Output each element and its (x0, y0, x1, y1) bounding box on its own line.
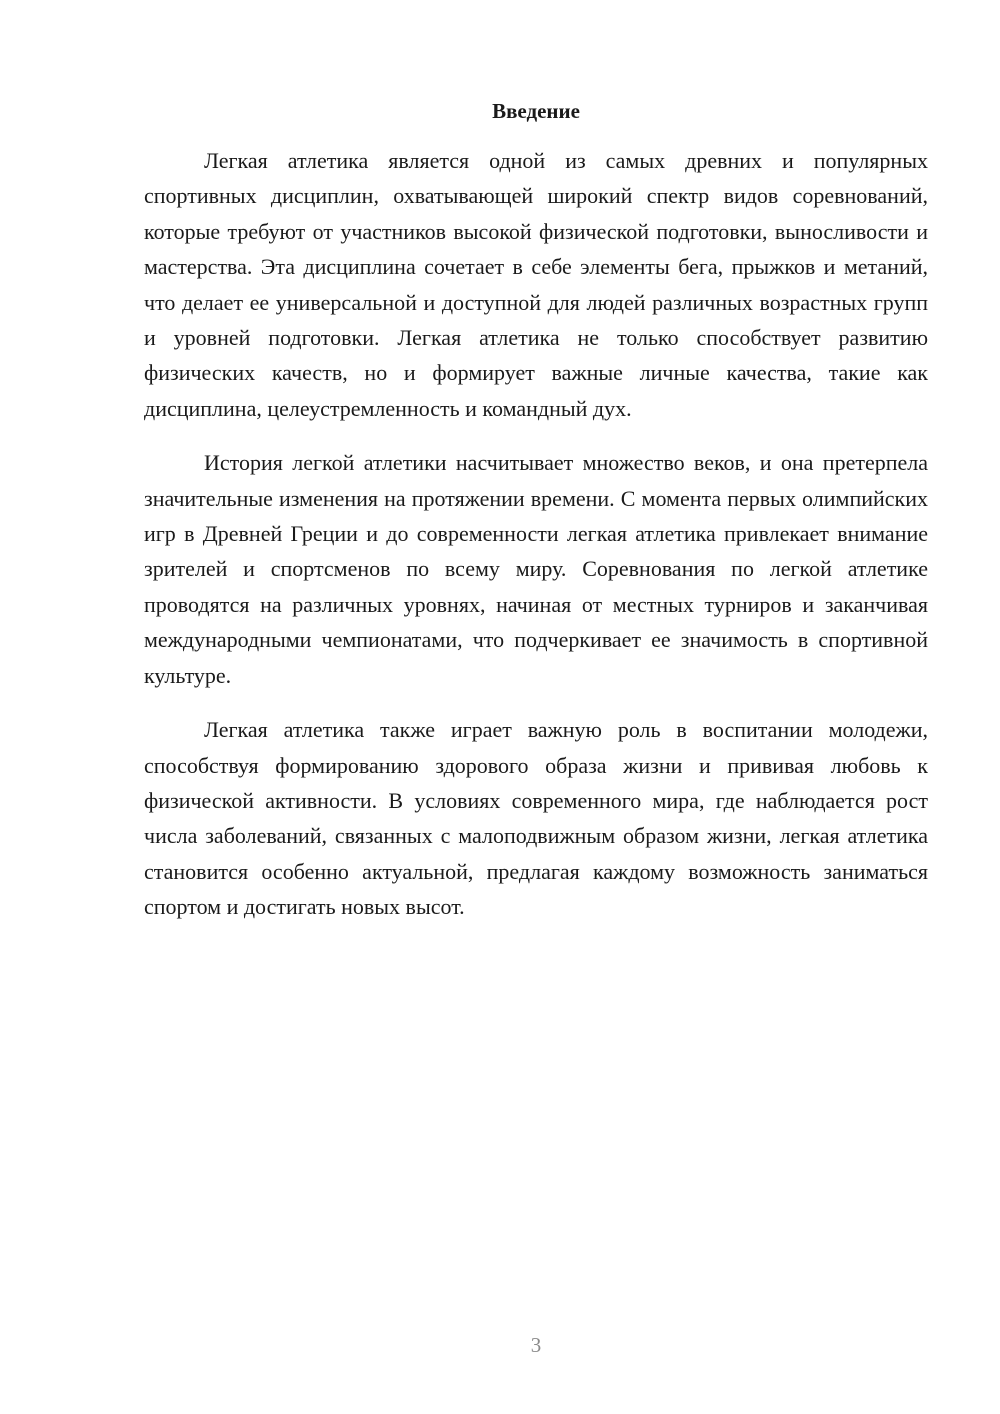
document-body (144, 143, 928, 944)
page-title: Введение (492, 99, 580, 123)
paragraph-3: Легкая атлетика также играет важную роль в воспитании молодежи, способствуя формированию здорового образа жизни и прививая любовь к физической активности. В условиях современного мира, где наблюдается рост числа заболеваний, связанных с малоподвижным образом жизни, легкая атлетика становится особенно актуальной, предлагая каждому возможность заниматься спортом и достигать новых высот. (144, 717, 928, 920)
paragraph-1: Легкая атлетика является одной из самых древних и популярных спортивных дисциплин, охватывающей широкий спектр видов соревнований, которые требуют от участников высокой физической подготовки, выносливости и мастерства. Эта дисциплина сочетает в себе элементы бега, прыжков и метаний, что делает ее универсальной и доступной для людей различных возрастных групп и уровней подготовки. Легкая атлетика не только способствует развитию физических качеств, но и формирует важные личные качества, такие как дисциплина, целеустремленность и командный дух. (144, 148, 928, 421)
paragraph-2: История легкой атлетики насчитывает множество веков, и она претерпела значительные изменения на протяжении времени. С момента первых олимпийских игр в Древней Греции и до современности легкая атлетика привлекает внимание зрителей и спортсменов по всему миру. Соревнования по легкой атлетике проводятся на различных уровнях, начиная от местных турниров и заканчивая международными чемпионатами, что подчеркивает ее значимость в спортивной культуре. (144, 450, 928, 688)
page-number: 3 (530, 1333, 542, 1357)
